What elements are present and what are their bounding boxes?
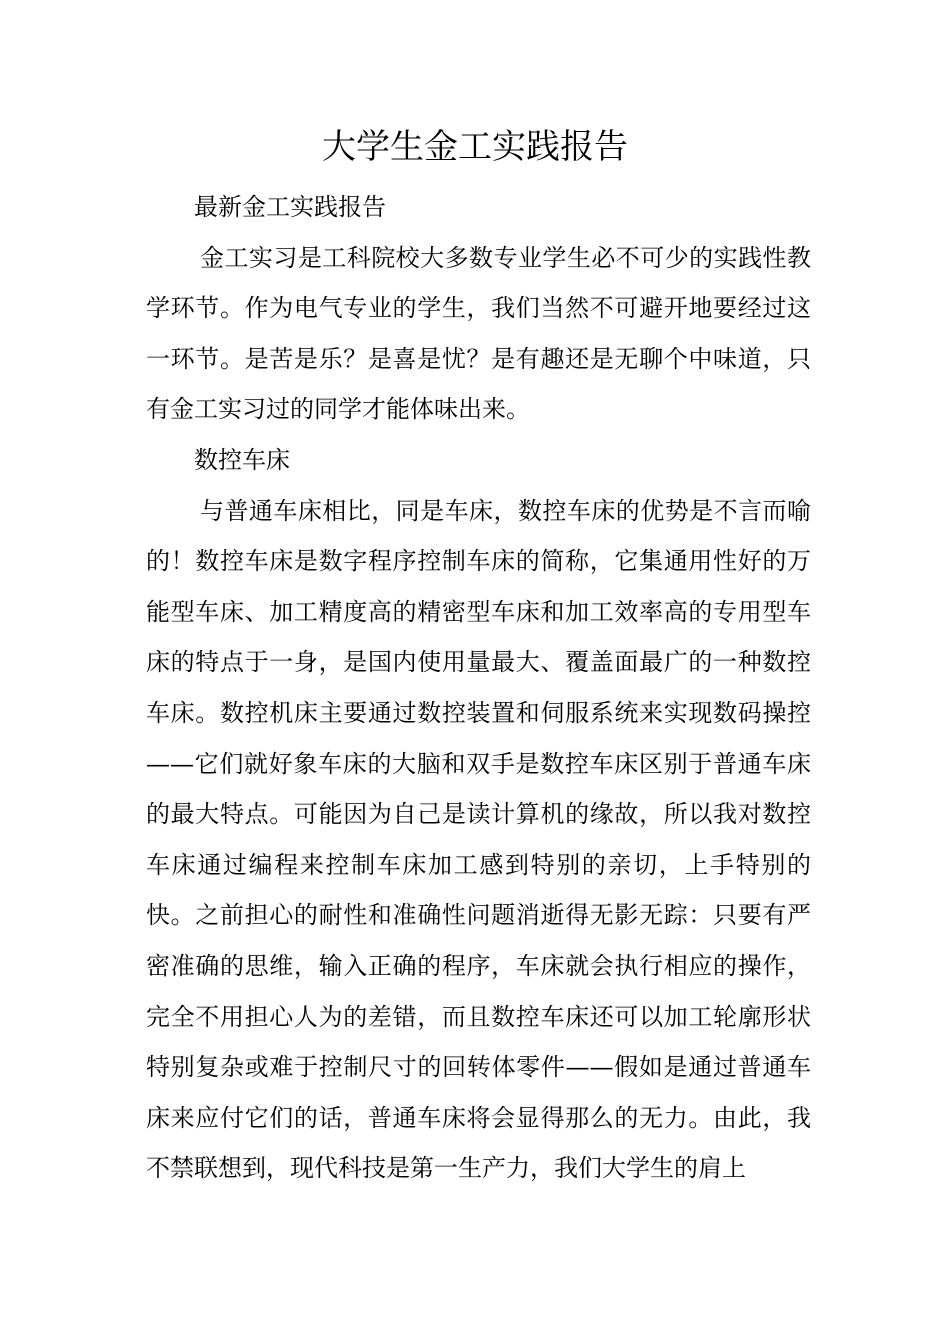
document-body bbox=[146, 182, 811, 1194]
section-heading-cnc-lathe: 数控车床 bbox=[194, 445, 290, 474]
document-title: 大学生金工实践报告 bbox=[322, 127, 628, 167]
paragraph-intro: 金工实习是工科院校大多数专业学生必不可少的实践性教学环节。作为电气专业的学生，我们当然不可避开地要经过这一环节。是苦是乐？是喜是忧？是有趣还是无聊个中味道，只有金工实习过的同学才能体味出来。 bbox=[146, 243, 811, 424]
document-subtitle: 最新金工实践报告 bbox=[194, 193, 386, 221]
paragraph-cnc-lathe: 与普通车床相比，同是车床，数控车床的优势是不言而喻的！数控车床是数字程序控制车床的简称，它集通用性好的万能型车床、加工精度高的精密型车床和加工效率高的专用型车床的特点于一身，是国内使用量最大、覆盖面最广的一种数控车床。数控机床主要通过数控装置和伺服系统来实现数码操控——它们就好象车床的大脑和双手是数控车床区别于普通车床的最大特点。可能因为自己是读计算机的缘故，所以我对数控车床通过编程来控制车床加工感到特别的亲切，上手特别的快。之前担心的耐性和准确性问题消逝得无影无踪：只要有严密准确的思维，输入正确的程序，车床就会执行相应的操作，完全不用担心人为的差错，而且数控车床还可以加工轮廓形状特别复杂或难于控制尺寸的回转体零件——假如是通过普通车床来应付它们的话，普通车床将会显得那么的无力。由此，我不禁联想到，现代科技是第一生产力，我们大学生的肩上 bbox=[146, 496, 811, 1183]
